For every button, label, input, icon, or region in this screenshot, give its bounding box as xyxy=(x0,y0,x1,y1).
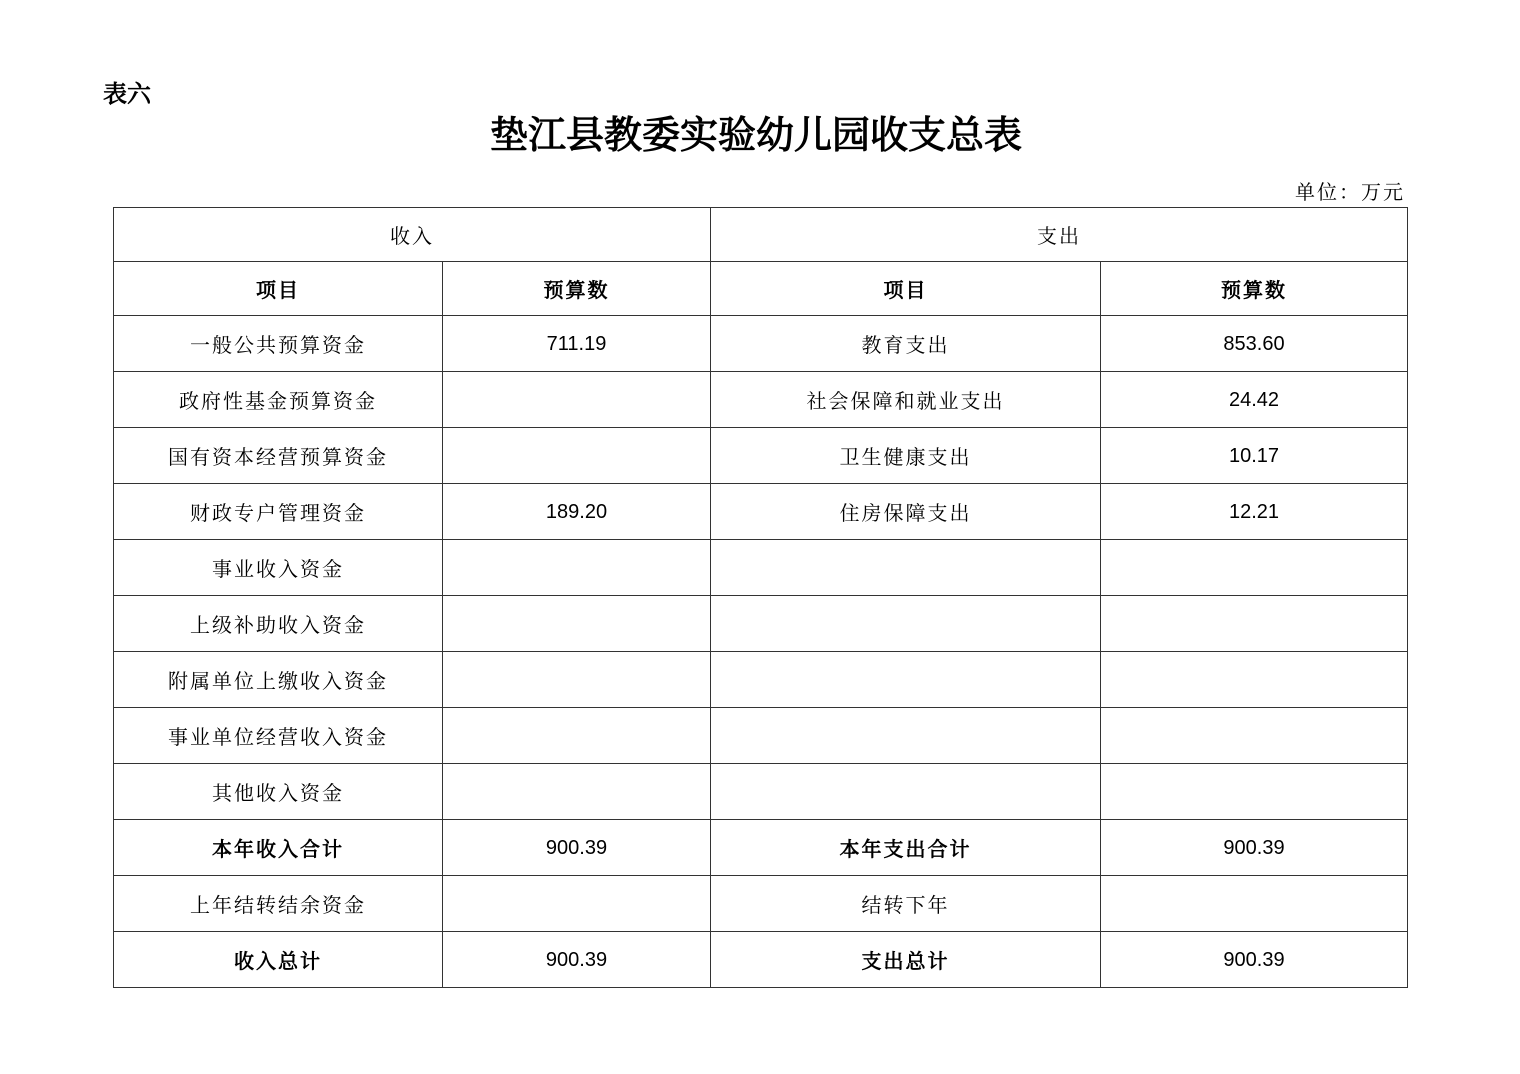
expense-value-cell: 900.39 xyxy=(1101,932,1408,988)
expense-item-cell xyxy=(711,708,1101,764)
table-row xyxy=(114,372,1408,428)
income-item-cell: 财政专户管理资金 xyxy=(114,484,443,540)
income-value-cell: 900.39 xyxy=(443,932,711,988)
expense-item-cell: 本年支出合计 xyxy=(711,820,1101,876)
income-value-cell xyxy=(443,372,711,428)
expense-item-header: 项目 xyxy=(711,262,1101,316)
expense-item-cell: 结转下年 xyxy=(711,876,1101,932)
expense-value-cell xyxy=(1101,596,1408,652)
expense-section-header: 支出 xyxy=(711,208,1408,262)
income-value-cell xyxy=(443,652,711,708)
expense-item-cell: 住房保障支出 xyxy=(711,484,1101,540)
expense-item-cell xyxy=(711,652,1101,708)
income-item-cell: 本年收入合计 xyxy=(114,820,443,876)
income-value-cell: 711.19 xyxy=(443,316,711,372)
budget-summary-table xyxy=(113,207,1408,988)
table-number-label: 表六 xyxy=(103,80,151,108)
income-item-cell: 收入总计 xyxy=(114,932,443,988)
expense-budget-header: 预算数 xyxy=(1101,262,1408,316)
expense-value-cell: 853.60 xyxy=(1101,316,1408,372)
table-row xyxy=(114,428,1408,484)
column-header-row xyxy=(114,262,1408,316)
income-item-cell: 事业收入资金 xyxy=(114,540,443,596)
expense-value-cell: 900.39 xyxy=(1101,820,1408,876)
table-row xyxy=(114,652,1408,708)
table-row xyxy=(114,708,1408,764)
income-budget-header: 预算数 xyxy=(443,262,711,316)
income-item-cell: 政府性基金预算资金 xyxy=(114,372,443,428)
expense-item-cell xyxy=(711,764,1101,820)
expense-value-cell xyxy=(1101,764,1408,820)
income-section-header: 收入 xyxy=(114,208,711,262)
expense-item-cell xyxy=(711,540,1101,596)
income-value-cell xyxy=(443,876,711,932)
expense-item-cell xyxy=(711,596,1101,652)
income-item-cell: 其他收入资金 xyxy=(114,764,443,820)
expense-value-cell xyxy=(1101,708,1408,764)
table-row xyxy=(114,316,1408,372)
expense-item-cell: 教育支出 xyxy=(711,316,1101,372)
income-value-cell xyxy=(443,596,711,652)
income-item-cell: 附属单位上缴收入资金 xyxy=(114,652,443,708)
income-item-header: 项目 xyxy=(114,262,443,316)
table-row xyxy=(114,596,1408,652)
table-row xyxy=(114,932,1408,988)
expense-item-cell: 社会保障和就业支出 xyxy=(711,372,1101,428)
income-value-cell: 189.20 xyxy=(443,484,711,540)
income-item-cell: 事业单位经营收入资金 xyxy=(114,708,443,764)
expense-value-cell xyxy=(1101,540,1408,596)
table-row xyxy=(114,484,1408,540)
income-value-cell: 900.39 xyxy=(443,820,711,876)
income-value-cell xyxy=(443,708,711,764)
section-header-row xyxy=(114,208,1408,262)
expense-item-cell: 支出总计 xyxy=(711,932,1101,988)
table-row xyxy=(114,820,1408,876)
expense-value-cell: 10.17 xyxy=(1101,428,1408,484)
table-body xyxy=(114,208,1408,988)
document-title: 垫江县教委实验幼儿园收支总表 xyxy=(489,112,1022,157)
expense-value-cell: 24.42 xyxy=(1101,372,1408,428)
expense-value-cell xyxy=(1101,876,1408,932)
income-value-cell xyxy=(443,428,711,484)
income-item-cell: 上级补助收入资金 xyxy=(114,596,443,652)
expense-value-cell: 12.21 xyxy=(1101,484,1408,540)
unit-note: 单位：万元 xyxy=(1295,180,1405,204)
expense-item-cell: 卫生健康支出 xyxy=(711,428,1101,484)
income-item-cell: 一般公共预算资金 xyxy=(114,316,443,372)
income-value-cell xyxy=(443,540,711,596)
expense-value-cell xyxy=(1101,652,1408,708)
table-row xyxy=(114,876,1408,932)
income-value-cell xyxy=(443,764,711,820)
table-row xyxy=(114,764,1408,820)
table-row xyxy=(114,540,1408,596)
income-item-cell: 国有资本经营预算资金 xyxy=(114,428,443,484)
income-item-cell: 上年结转结余资金 xyxy=(114,876,443,932)
